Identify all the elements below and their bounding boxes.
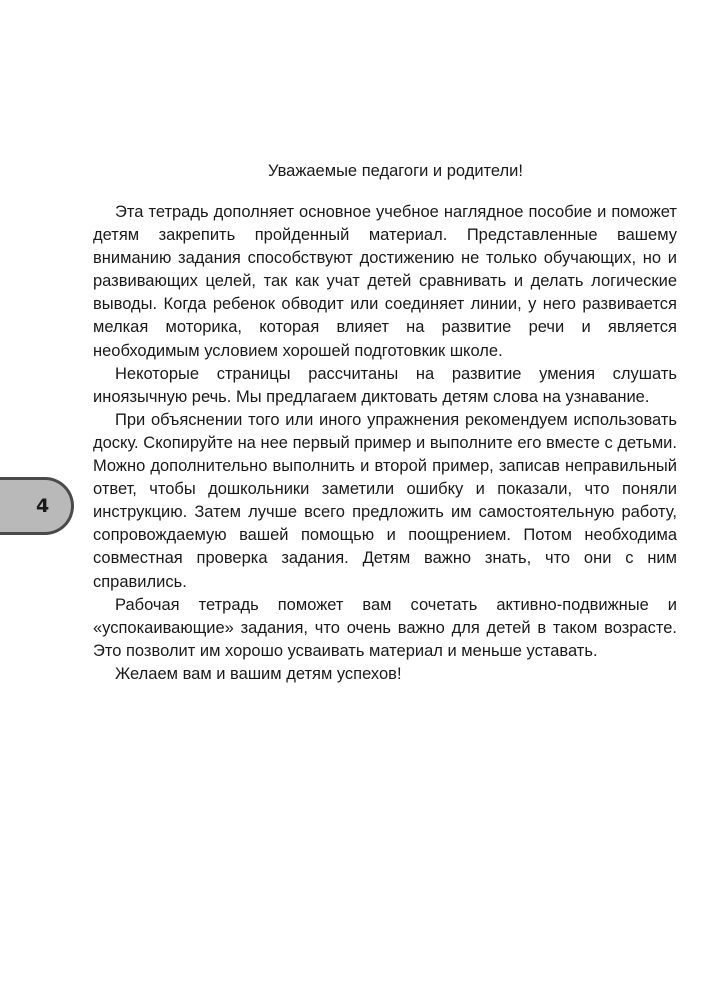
- page-number: 4: [36, 495, 50, 517]
- page-title: Уважаемые педагоги и родители!: [268, 162, 523, 180]
- body-text: [93, 201, 677, 686]
- paragraph-wishes: Желаем вам и вашим детям успехов!: [115, 664, 402, 683]
- paragraph-listening: Некоторые страницы рассчитаны на развитие умения слушать иноязычную речь. Мы предлагаем диктовать детям слова на узнавание.: [93, 364, 677, 406]
- page-number-tab: [0, 477, 74, 535]
- paragraph-tasks: Рабочая тетрадь поможет вам сочетать активно-подвижные и «успокаивающие» задания, что очень важно для детей в таком возрасте. Это позволит им хорошо усваивать материал и меньше уставать.: [93, 595, 677, 660]
- paragraph-board: При объяснении того или иного упражнения рекомендуем использовать доску. Скопируйте на нее первый пример и выполните его вместе с детьми. Можно дополнительно выполнить и второй пример, записав неправильный ответ, чтобы дошкольники заметили ошибку и показали, что поняли инструкцию. Затем лучше всего предложить им самостоятельную работу, сопровождаемую вашей помощью и поощрением. Потом необходима совместная проверка задания. Детям важно знать, что они с ним справились.: [93, 410, 677, 591]
- paragraph-intro: Эта тетрадь дополняет основное учебное наглядное пособие и поможет детям закрепить пройденный материал. Представленные вашему вниманию задания способствуют достижению не только обучающих, но и развивающих целей, так как учат детей сравнивать и делать логические выводы. Когда ребенок обводит или соединяет линии, у него развивается мелкая моторика, которая влияет на развитие речи и является необходимым условием хорошей подготовкик школе.: [93, 203, 677, 360]
